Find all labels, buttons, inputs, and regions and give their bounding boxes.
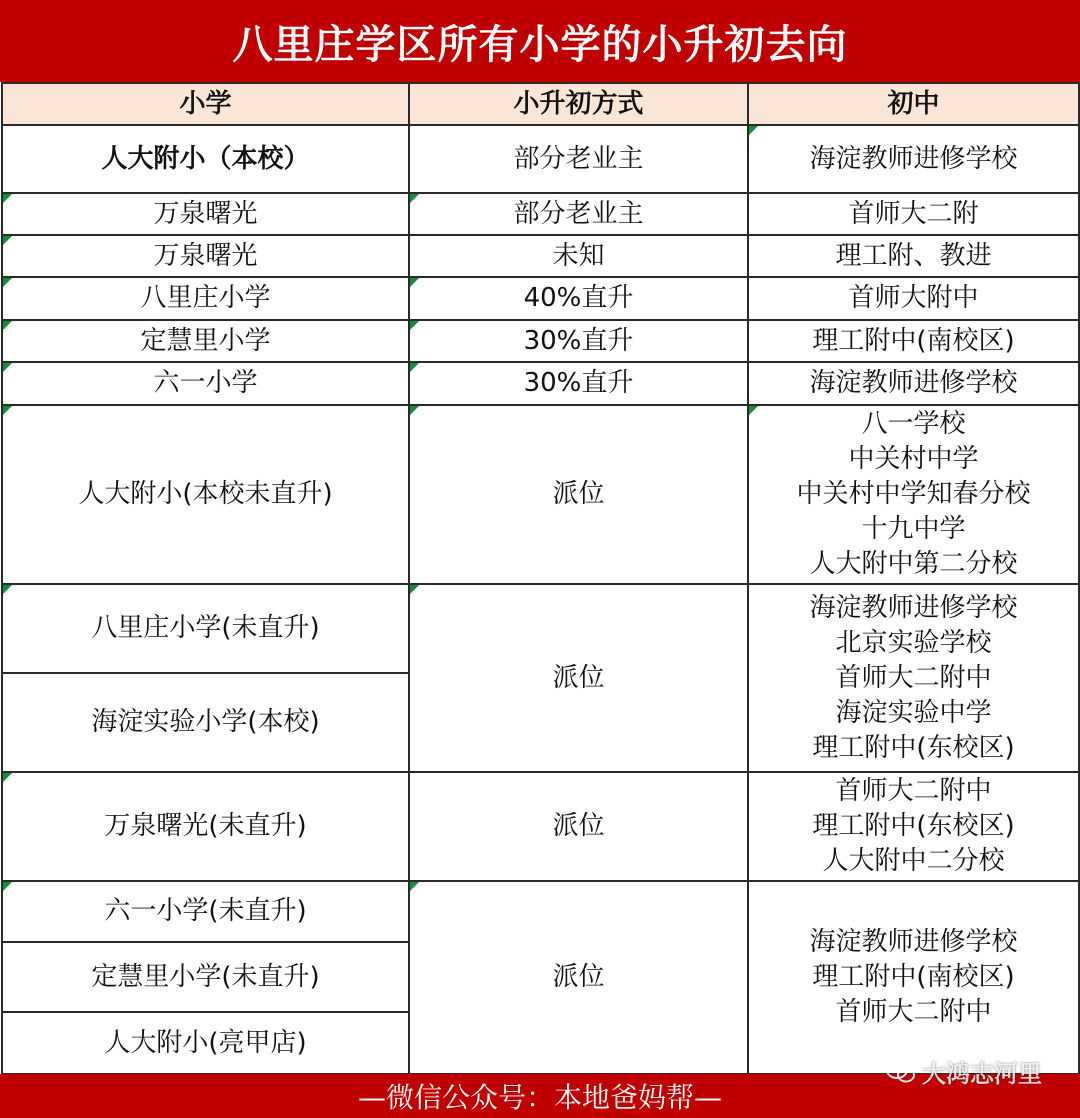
method-cell: 30%直升	[409, 320, 748, 362]
method-cell: 派位	[409, 405, 748, 584]
primary-cell: 海淀实验小学(本校)	[2, 673, 409, 772]
primary-cell: 人大附小(本校未直升)	[2, 405, 409, 584]
method-cell: 派位	[409, 584, 748, 772]
middle-school: 八一学校	[861, 409, 966, 439]
primary-cell: 万泉曙光(未直升)	[2, 772, 409, 881]
method-cell: 派位	[409, 881, 748, 1074]
table-row	[2, 193, 1079, 235]
middle-cell-list	[748, 584, 1079, 772]
table-header-row	[2, 83, 1079, 125]
header-primary: 小学	[2, 83, 409, 125]
middle-cell: 理工附、教进	[748, 235, 1079, 277]
table-row	[2, 235, 1079, 277]
middle-school: 中关村中学	[848, 444, 979, 474]
middle-cell-list	[748, 772, 1079, 881]
middle-school: 人大附中第二分校	[809, 549, 1018, 579]
middle-cell-list	[748, 881, 1079, 1074]
middle-cell: 理工附中(南校区)	[748, 320, 1079, 362]
primary-cell: 定慧里小学(未直升)	[2, 942, 409, 1012]
middle-cell-list	[748, 405, 1079, 584]
primary-cell: 定慧里小学	[2, 320, 409, 362]
method-cell: 未知	[409, 235, 748, 277]
middle-school: 首师大二附中	[835, 662, 992, 693]
header-middle: 初中	[748, 83, 1079, 125]
table-row	[2, 881, 1079, 942]
middle-school: 北京实验学校	[835, 627, 992, 658]
school-table	[1, 82, 1080, 1075]
middle-school: 首师大二附中	[835, 776, 992, 806]
watermark-text: 大鸿志河里	[922, 1060, 1042, 1088]
middle-cell: 首师大二附	[748, 193, 1079, 235]
header-method: 小升初方式	[409, 83, 748, 125]
table-row	[2, 277, 1079, 320]
method-cell: 40%直升	[409, 277, 748, 320]
middle-school: 理工附中(东校区)	[812, 732, 1015, 763]
primary-cell: 八里庄小学	[2, 277, 409, 320]
watermark	[886, 1054, 1042, 1089]
primary-cell: 万泉曙光	[2, 193, 409, 235]
table-row	[2, 584, 1079, 673]
middle-school: 海淀教师进修学校	[809, 927, 1018, 957]
table-row	[2, 320, 1079, 362]
middle-cell: 海淀教师进修学校	[748, 362, 1079, 405]
footer-text: —微信公众号：本地爸妈帮—	[357, 1081, 722, 1114]
primary-cell: 八里庄小学(未直升)	[2, 584, 409, 673]
middle-school: 人大附中二分校	[822, 846, 1005, 876]
wechat-icon	[886, 1060, 916, 1084]
primary-cell: 六一小学(未直升)	[2, 881, 409, 942]
table-row	[2, 362, 1079, 405]
title-banner	[0, 0, 1080, 82]
middle-cell: 首师大附中	[748, 277, 1079, 320]
middle-school: 首师大二附中	[835, 997, 992, 1027]
primary-cell: 人大附小（本校）	[2, 125, 409, 193]
primary-cell: 六一小学	[2, 362, 409, 405]
method-cell: 30%直升	[409, 362, 748, 405]
table-row	[2, 772, 1079, 881]
method-cell: 部分老业主	[409, 193, 748, 235]
table-row	[2, 125, 1079, 193]
middle-school: 理工附中(南校区)	[812, 962, 1015, 992]
middle-school: 中关村中学知春分校	[796, 479, 1031, 509]
method-cell: 派位	[409, 772, 748, 881]
page-title: 八里庄学区所有小学的小升初去向	[232, 21, 848, 68]
middle-school: 海淀教师进修学校	[809, 592, 1018, 623]
primary-cell: 人大附小(亮甲店)	[2, 1012, 409, 1074]
middle-cell: 海淀教师进修学校	[748, 125, 1079, 193]
primary-cell: 万泉曙光	[2, 235, 409, 277]
method-cell: 部分老业主	[409, 125, 748, 193]
middle-school: 理工附中(东校区)	[812, 811, 1015, 841]
table-row	[2, 405, 1079, 584]
middle-school: 海淀实验中学	[835, 697, 992, 728]
middle-school: 十九中学	[861, 514, 966, 544]
